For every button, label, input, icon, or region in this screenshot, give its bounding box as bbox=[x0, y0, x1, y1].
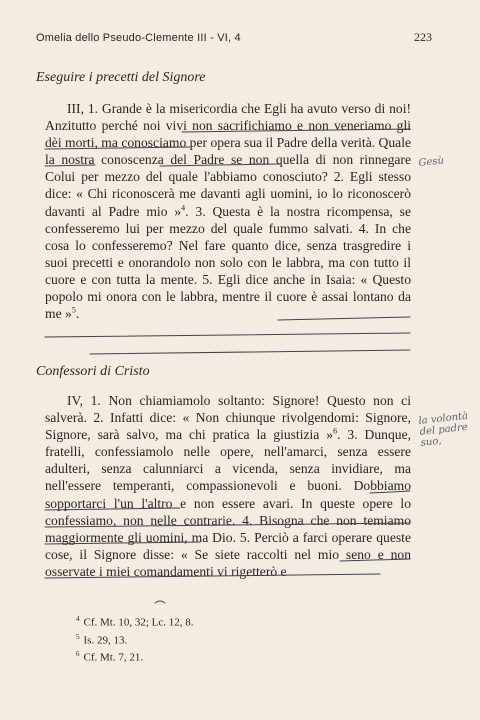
section-body-confessori bbox=[45, 392, 411, 580]
footnote-ref: 6 bbox=[333, 426, 338, 436]
paragraph-end: . bbox=[75, 306, 80, 322]
paragraph-text-cont: . 3. Dunque, fratelli, confessiamolo nelle opere, nell'amarci, senza essere adulteri, senza calunniarci a vicenda, senza invidiare, ma nell'essere temperanti, compassionevoli e buoni. Dobbiamo sopportarci l'un l'altro e non essere avari. In queste opere lo confessiamo, non nelle contrarie. 4. Bisogna che non temiamo maggiormente gli uomini, ma Dio. 5. Perciò a farci operare queste cose, il Signore disse: « Se siete raccolti nel mio seno e non osservate i miei comandamenti vi rigetterò e bbox=[45, 427, 411, 579]
section-body-precetti bbox=[45, 100, 411, 322]
page-header bbox=[36, 32, 444, 50]
margin-note-volonta: la volontà del padre suo, bbox=[418, 410, 469, 449]
page-number: 223 bbox=[414, 30, 432, 44]
paragraph-iv bbox=[45, 392, 411, 580]
section-title-confessori: Confessori di Cristo bbox=[36, 364, 150, 379]
footnotes bbox=[76, 612, 194, 665]
footnote-text: Cf. Mt. 7, 21. bbox=[83, 651, 144, 664]
running-head: Omelia dello Pseudo-Clemente III - VI, 4 bbox=[36, 32, 241, 44]
underline-mark bbox=[45, 333, 410, 337]
footnote-text: Is. 29, 13. bbox=[83, 634, 128, 647]
paragraph-text: III, 1. Grande è la misericordia che Egli ha avuto verso di noi! Anzitutto perché noi vivi non sacrifichiamo e non veneriamo gli dèi morti, ma conosciamo per opera sua il Padre della verità. Quale la nostra conoscenza del Padre se non quella di non rinnegare Colui per mezzo del quale l'abbiamo conosciuto? 2. Egli stesso dice: « Chi riconoscerà me davanti agli uomini, io lo riconoscerò davanti al Padre mio » bbox=[45, 101, 411, 219]
underline-mark bbox=[90, 350, 410, 354]
footnote-number: 4 bbox=[76, 615, 80, 623]
paragraph-iii bbox=[45, 100, 411, 322]
footnote-item bbox=[76, 630, 194, 648]
paragraph-text: IV, 1. Non chiamiamolo soltanto: Signore! Questo non ci salverà. 2. Infatti dice: « Non chiunque rivolgendomi: Signore, Signore, sarà salvo, ma chi pratica la giustizia » bbox=[45, 393, 411, 443]
footnote-ref: 5 bbox=[71, 305, 76, 315]
footnote-item bbox=[76, 647, 194, 665]
margin-note-gesu: Gesù bbox=[418, 155, 445, 169]
paragraph-text-cont: . 3. Questa è la nostra ricompensa, se confesseremo lui per mezzo del quale fummo salvati. 4. In che cosa lo confesseremo? Nel fare quanto dice, senza trasgredire i suoi precetti e onorandolo non solo con le labbra, ma con tutto il cuore e con tutta la mente. 5. Egli dice anche in Isaia: « Questo popolo mi onora con le labbra, mentre il cuore è assai lontano da me » bbox=[45, 203, 411, 322]
footnote-number: 6 bbox=[76, 650, 80, 659]
footnote-number: 5 bbox=[76, 632, 80, 641]
footnote-item bbox=[76, 612, 194, 630]
quote-tick-mark bbox=[155, 601, 165, 603]
footnote-ref: 4 bbox=[181, 203, 186, 213]
section-title-precetti: Eseguire i precetti del Signore bbox=[36, 70, 206, 85]
footnote-text: Cf. Mt. 10, 32; Lc. 12, 8. bbox=[83, 616, 194, 629]
